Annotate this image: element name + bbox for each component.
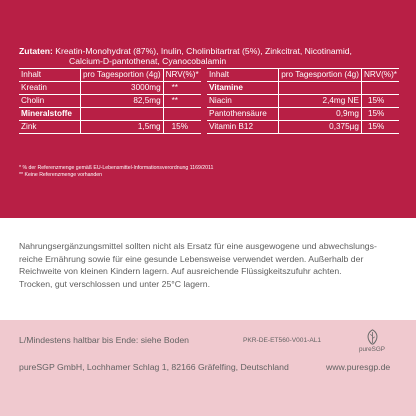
col-header-content: Inhalt bbox=[207, 69, 279, 82]
table-row bbox=[207, 121, 399, 134]
table-row bbox=[207, 95, 399, 108]
row-nrv: ** bbox=[163, 82, 201, 95]
row-value: 0,375µg bbox=[279, 121, 362, 134]
row-nrv: 15% bbox=[361, 121, 399, 134]
ingredients-list: Kreatin-Monohydrat (87%), Inulin, Cholinbitartrat (5%), Zinkcitrat, Nicotinamid, bbox=[52, 46, 352, 56]
row-label: Vitamin B12 bbox=[207, 121, 279, 134]
table-row bbox=[19, 82, 201, 95]
row-label: Zink bbox=[19, 121, 80, 134]
row-value: 1,5mg bbox=[80, 121, 163, 134]
row-nrv: 15% bbox=[361, 108, 399, 121]
col-header-content: Inhalt bbox=[19, 69, 80, 82]
table-header-row bbox=[19, 69, 201, 82]
col-header-nrv: NRV(%)* bbox=[163, 69, 201, 82]
section-label: Mineralstoffe bbox=[19, 108, 80, 121]
ingredients-label: Zutaten: bbox=[19, 46, 53, 56]
lot-code: PKR-DE-ET560-V001-AL1 bbox=[243, 337, 322, 344]
row-value bbox=[80, 108, 163, 121]
col-header-daily: pro Tagesportion (4g) bbox=[80, 69, 163, 82]
row-value: 0,9mg bbox=[279, 108, 362, 121]
row-value: 2,4mg NE bbox=[279, 95, 362, 108]
row-nrv: 15% bbox=[163, 121, 201, 134]
row-value: 3000mg bbox=[80, 82, 163, 95]
table-row bbox=[207, 108, 399, 121]
row-label: Niacin bbox=[207, 95, 279, 108]
row-label: Kreatin bbox=[19, 82, 80, 95]
website-link[interactable]: www.puresgp.de bbox=[326, 362, 391, 372]
warning-line: Nahrungsergänzungsmittel sollten nicht als Ersatz für eine ausgewogene und abwechslungs- bbox=[19, 241, 377, 251]
col-header-daily: pro Tagesportion (4g) bbox=[279, 69, 362, 82]
footnote-nrv: * % der Referenzmenge gemäß EU-Lebensmittel-Informationsverordnung 1169/2011 bbox=[19, 165, 214, 171]
warning-text bbox=[19, 240, 404, 291]
row-nrv bbox=[163, 108, 201, 121]
company-address: pureSGP GmbH, Lochhamer Schlag 1, 82166 Gräfelfing, Deutschland bbox=[19, 362, 289, 372]
leaf-icon bbox=[366, 329, 379, 345]
ingredients-list-cont: Calcium-D-pantothenat, Cyanocobalamin bbox=[69, 56, 227, 66]
nutrition-table-left bbox=[19, 68, 201, 134]
warning-line: reiche Ernährung sowie für eine gesunde Lebensweise verwendet werden. Außerhalb der bbox=[19, 253, 364, 264]
nutrition-table-right bbox=[207, 68, 399, 134]
table-header-row bbox=[207, 69, 399, 82]
row-value: 82,5mg bbox=[80, 95, 163, 108]
warning-line: Trocken, gut verschlossen und unter 25°C lagern. bbox=[19, 279, 211, 290]
table-section-row bbox=[19, 108, 201, 121]
warning-line: Reichweite von kleinen Kindern lagern. Auf ausreichende Flüssigkeitszufuhr achten. bbox=[19, 266, 342, 277]
row-nrv: ** bbox=[163, 95, 201, 108]
section-label: Vitamine bbox=[207, 82, 279, 95]
col-header-nrv: NRV(%)* bbox=[361, 69, 399, 82]
best-before-text: L/Mindestens haltbar bis Ende: siehe Boden bbox=[19, 335, 190, 345]
logo-text: pureSGP bbox=[359, 346, 385, 353]
row-nrv: 15% bbox=[361, 95, 399, 108]
row-nrv bbox=[361, 82, 399, 95]
table-row bbox=[19, 95, 201, 108]
table-section-row bbox=[207, 82, 399, 95]
table-row bbox=[19, 121, 201, 134]
ingredients-text bbox=[19, 46, 399, 66]
footnote-no-reference: ** Keine Referenzmenge vorhanden bbox=[19, 172, 103, 178]
row-label: Cholin bbox=[19, 95, 80, 108]
row-label: Pantothensäure bbox=[207, 108, 279, 121]
brand-logo bbox=[352, 329, 392, 353]
footnotes bbox=[19, 165, 213, 179]
row-value bbox=[279, 82, 362, 95]
